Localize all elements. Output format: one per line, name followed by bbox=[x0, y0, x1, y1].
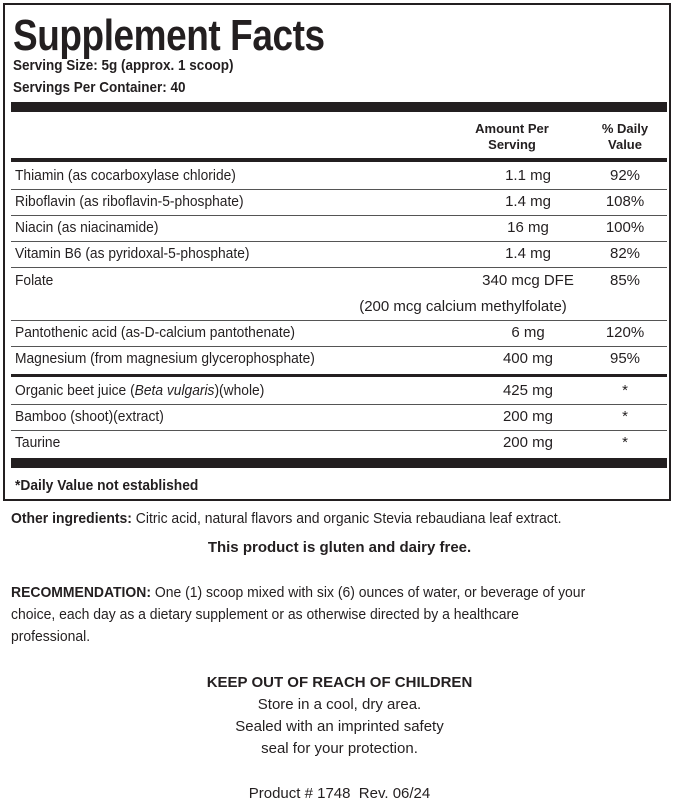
ingredient-name bbox=[15, 378, 264, 404]
nutrient-row bbox=[13, 189, 667, 215]
nutrient-amount: 400 mg bbox=[502, 350, 554, 367]
recommendation-line: professional. bbox=[11, 628, 91, 645]
product-number: Product # 1748 Rev. 06/24 bbox=[248, 785, 431, 802]
amount-header-line: Amount Per bbox=[475, 121, 549, 136]
nutrient-subtext: (200 mcg calcium methylfolate) bbox=[359, 298, 567, 315]
storage-line: Store in a cool, dry area. bbox=[257, 696, 422, 713]
ingredient-name: Bamboo (shoot)(extract) bbox=[15, 408, 164, 425]
storage-line: seal for your protection. bbox=[261, 740, 418, 757]
ingredient-name: Taurine bbox=[15, 434, 61, 451]
section-divider bbox=[11, 374, 667, 377]
nutrient-row bbox=[13, 268, 667, 294]
nutrient-name: Magnesium (from magnesium glycerophosphate) bbox=[15, 350, 315, 367]
thick-divider bbox=[11, 102, 667, 112]
recommendation-text: One (1) scoop mixed with six (6) ounces of water, or beverage of your bbox=[151, 584, 586, 601]
nutrient-name: Folate bbox=[15, 272, 54, 289]
ingredient-dv: * bbox=[622, 434, 628, 451]
nutrient-amount: 1.1 mg bbox=[505, 167, 551, 184]
ingredient-latin-name: Beta vulgaris bbox=[134, 382, 215, 399]
storage-line: Sealed with an imprinted safety bbox=[235, 718, 444, 735]
ingredient-amount: 200 mg bbox=[502, 408, 554, 425]
servings-per-container: Servings Per Container: 40 bbox=[13, 79, 186, 96]
ingredient-name-part: )(whole) bbox=[214, 382, 265, 399]
nutrient-amount: 340 mcg DFE bbox=[482, 272, 574, 289]
ingredient-row bbox=[13, 404, 667, 430]
header-divider bbox=[11, 158, 667, 162]
thick-divider bbox=[11, 458, 667, 468]
other-ingredients-label: Other ingredients: bbox=[11, 510, 132, 527]
ingredient-dv: * bbox=[622, 408, 628, 425]
recommendation-label: RECOMMENDATION: bbox=[11, 584, 152, 601]
nutrient-amount: 1.4 mg bbox=[505, 245, 551, 262]
dv-header-line: Value bbox=[608, 137, 642, 152]
recommendation-line: choice, each day as a dietary supplement or as otherwise directed by a healthcare bbox=[11, 606, 519, 623]
nutrient-dv: 108% bbox=[605, 193, 645, 210]
supplement-facts-panel bbox=[3, 3, 671, 501]
nutrient-row bbox=[13, 215, 667, 241]
nutrient-dv: 95% bbox=[609, 350, 641, 367]
ingredient-amount: 200 mg bbox=[502, 434, 554, 451]
nutrient-subrow bbox=[13, 294, 667, 320]
other-ingredients bbox=[11, 508, 562, 530]
gluten-statement: This product is gluten and dairy free. bbox=[207, 539, 472, 556]
dv-header-line: % Daily bbox=[601, 121, 649, 136]
nutrient-amount: 1.4 mg bbox=[505, 193, 551, 210]
nutrient-name: Pantothenic acid (as-D-calcium pantothenate) bbox=[15, 324, 295, 341]
serving-size: Serving Size: 5g (approx. 1 scoop) bbox=[13, 57, 234, 74]
recommendation bbox=[11, 582, 585, 648]
ingredient-row bbox=[13, 430, 667, 456]
warning-title: KEEP OUT OF REACH OF CHILDREN bbox=[206, 674, 473, 691]
nutrient-dv: 100% bbox=[605, 219, 645, 236]
nutrient-row bbox=[13, 320, 667, 346]
nutrient-row bbox=[13, 241, 667, 267]
other-ingredients-text: Citric acid, natural flavors and organic Stevia rebaudiana leaf extract. bbox=[131, 510, 562, 527]
nutrient-amount: 16 mg bbox=[507, 219, 549, 236]
nutrient-name: Vitamin B6 (as pyridoxal-5-phosphate) bbox=[15, 245, 250, 262]
recommendation-line bbox=[11, 582, 585, 604]
dv-header bbox=[583, 121, 667, 153]
nutrient-dv: 120% bbox=[605, 324, 645, 341]
ingredient-dv: * bbox=[622, 382, 628, 399]
nutrient-dv: 92% bbox=[609, 167, 641, 184]
nutrient-dv: 85% bbox=[609, 272, 641, 289]
nutrient-row bbox=[13, 163, 667, 189]
panel-title: Supplement Facts bbox=[13, 11, 325, 60]
nutrient-amount: 6 mg bbox=[511, 324, 545, 341]
ingredient-amount: 425 mg bbox=[502, 382, 554, 399]
footnote: *Daily Value not established bbox=[15, 477, 199, 494]
nutrient-name: Riboflavin (as riboflavin-5-phosphate) bbox=[15, 193, 244, 210]
ingredient-row bbox=[13, 378, 667, 404]
nutrient-row bbox=[13, 346, 667, 372]
amount-header-line: Serving bbox=[488, 137, 536, 152]
amount-header bbox=[457, 121, 567, 153]
nutrient-name: Thiamin (as cocarboxylase chloride) bbox=[15, 167, 236, 184]
ingredient-name-part: Organic beet juice ( bbox=[15, 382, 135, 399]
nutrient-name: Niacin (as niacinamide) bbox=[15, 219, 159, 236]
nutrient-dv: 82% bbox=[609, 245, 641, 262]
